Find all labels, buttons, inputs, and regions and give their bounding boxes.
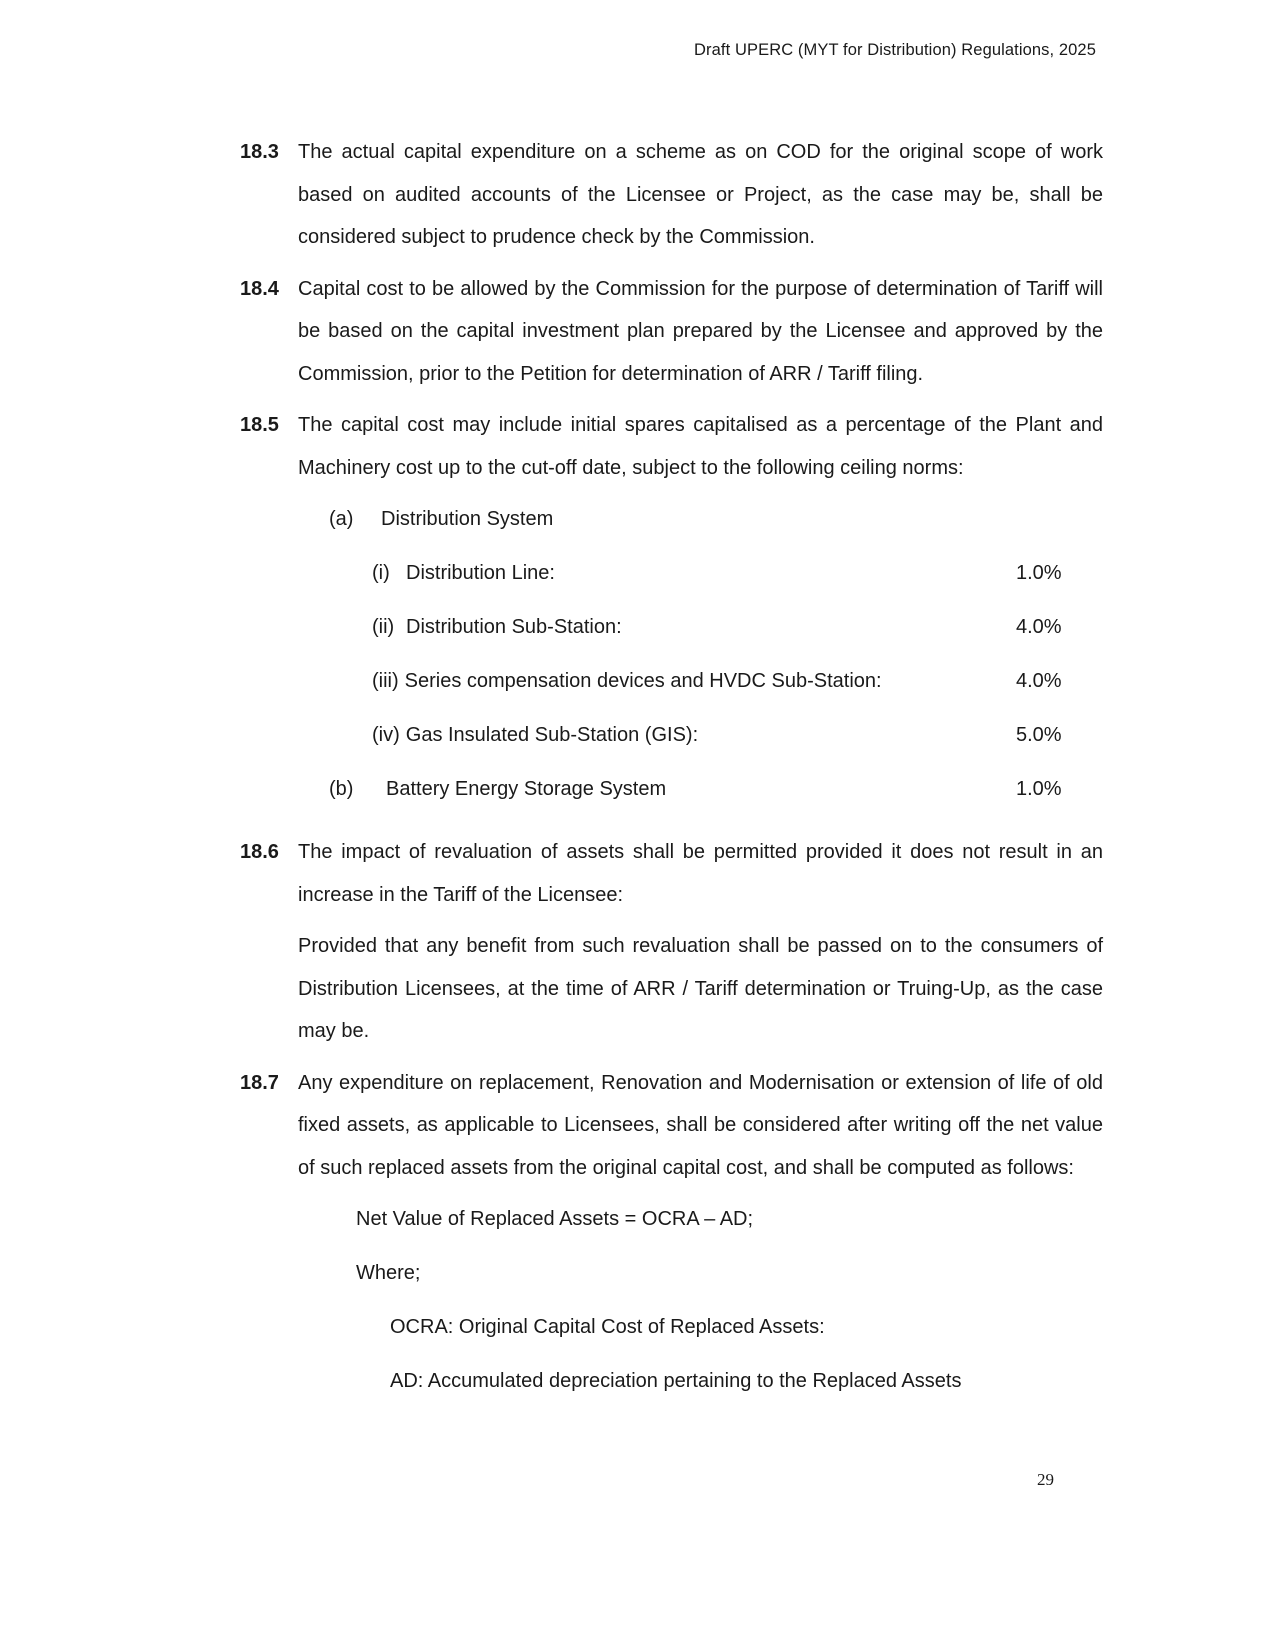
norm-group-value: 1.0% — [1016, 778, 1062, 800]
paragraph: Capital cost to be allowed by the Commission for the purpose of determination of Tariff will be based on the capital investment plan prepared by the Licensee and approved by the Commission, prior to the Petition for determination of ARR / Tariff filing. — [298, 277, 1103, 385]
page-number: 29 — [1037, 1470, 1054, 1489]
clause-number: 18.3 — [240, 141, 279, 163]
paragraph: The capital cost may include initial spares capitalised as a percentage of the Plant and Machinery cost up to the cut-off date, subject to the following ceiling norms: — [298, 414, 1103, 479]
clause-body — [298, 268, 1103, 396]
ceiling-norms-list — [298, 498, 1103, 822]
norm-item — [298, 660, 1103, 714]
clause-body — [298, 1062, 1103, 1415]
norm-item-value: 1.0% — [1016, 562, 1062, 584]
clause-number: 18.6 — [240, 841, 279, 863]
norm-group-a — [298, 498, 1103, 552]
norm-group-text: Battery Energy Storage System — [386, 778, 667, 800]
clause-body — [298, 404, 1103, 822]
page-header — [694, 41, 1096, 60]
formula-where: Where; — [356, 1262, 421, 1284]
formula-definitions — [356, 1306, 1103, 1414]
norm-item-value: 4.0% — [1016, 616, 1062, 638]
page-content — [240, 131, 1103, 1423]
norm-item-label: (iii) — [372, 670, 399, 692]
formula-definition: AD: Accumulated depreciation pertaining to the Replaced Assets — [390, 1370, 962, 1392]
norm-group-b — [298, 768, 1103, 822]
norm-group-label: (b) — [329, 778, 354, 800]
proviso-paragraph: Provided that any benefit from such revaluation shall be passed on to the consumers of Distribution Licensees, at the time of ARR / Tariff determination or Truing-Up, as the case may be. — [298, 935, 1103, 1042]
norm-group-text: Distribution System — [381, 508, 554, 530]
clause-18-5 — [240, 404, 1103, 822]
norm-item-value: 4.0% — [1016, 670, 1062, 692]
norm-item-label: (i) — [372, 562, 390, 584]
clause-number: 18.7 — [240, 1071, 279, 1094]
paragraph: The actual capital expenditure on a scheme as on COD for the original scope of work based on audited accounts of the Licensee or Project, as the case may be, shall be considered subject to prudence check by the Commission. — [298, 141, 1103, 248]
norm-item-text: Series compensation devices and HVDC Sub-Station: — [404, 670, 882, 692]
norm-group-label: (a) — [329, 508, 354, 530]
clause-18-4 — [240, 268, 1103, 396]
clause-18-7 — [240, 1062, 1103, 1415]
norm-item-text: Distribution Line: — [406, 562, 555, 584]
norm-item-text: Distribution Sub-Station: — [406, 616, 622, 638]
clause-body — [298, 831, 1103, 1053]
clause-number: 18.5 — [240, 414, 279, 436]
norm-item — [298, 714, 1103, 768]
norm-item — [298, 606, 1103, 660]
norm-item-text: Gas Insulated Sub-Station (GIS): — [405, 724, 699, 746]
clause-18-3 — [240, 131, 1103, 259]
norm-item-value: 5.0% — [1016, 724, 1062, 746]
paragraph: Any expenditure on replacement, Renovation and Modernisation or extension of life of old fixed assets, as applicable to Licensees, shall be considered after writing off the net value of such replaced assets from the original capital cost, and shall be computed as follows: — [298, 1071, 1103, 1179]
norm-item-label: (ii) — [372, 616, 395, 638]
clause-18-6 — [240, 831, 1103, 1053]
formula-block — [298, 1198, 1103, 1414]
norm-item — [298, 552, 1103, 606]
norm-item-label: (iv) — [372, 724, 400, 746]
formula-definition: OCRA: Original Capital Cost of Replaced Assets: — [390, 1316, 825, 1338]
paragraph: The impact of revaluation of assets shall be permitted provided it does not result in an increase in the Tariff of the Licensee: — [298, 841, 1103, 906]
header-title: Draft UPERC (MYT for Distribution) Regulations, 2025 — [694, 41, 1096, 59]
clause-number: 18.4 — [240, 277, 279, 300]
formula-equation: Net Value of Replaced Assets = OCRA – AD; — [356, 1208, 754, 1230]
clause-body — [298, 131, 1103, 259]
